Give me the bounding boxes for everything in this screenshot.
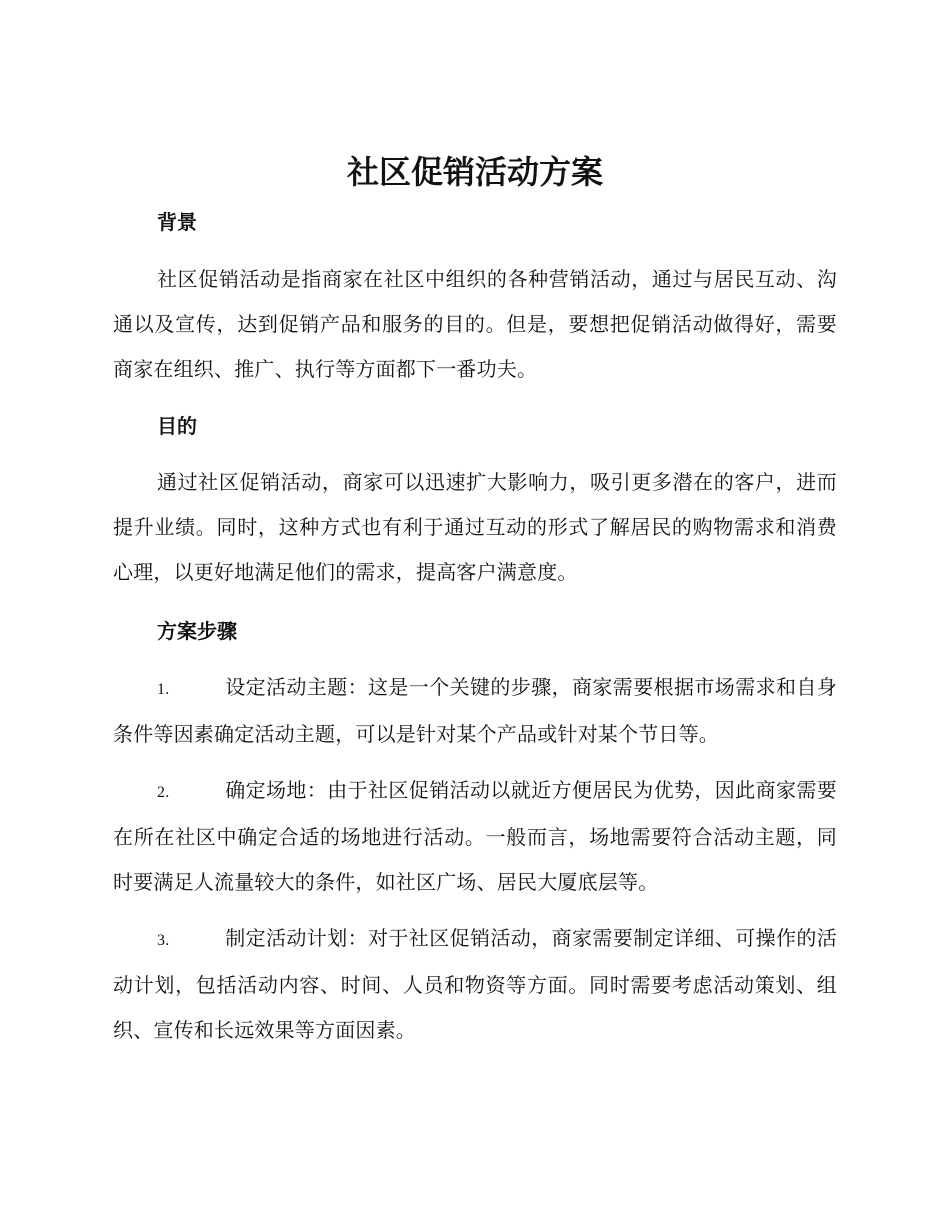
section-heading-purpose: 目的 <box>157 414 197 438</box>
step-text: 确定场地：由于社区促销活动以就近方便居民为优势，因此商家需要在所在社区中确定合适的场地进行活动。一般而言，场地需要符合活动主题，同时要满足人流量较大的条件，如社区广场、居民大厦底层等。 <box>113 778 837 894</box>
step-number: 3. <box>157 932 170 949</box>
step-number: 2. <box>157 784 170 801</box>
paragraph-background: 社区促销活动是指商家在社区中组织的各种营销活动，通过与居民互动、沟通以及宣传，达到促销产品和服务的目的。但是，要想把促销活动做得好，需要商家在组织、推广、执行等方面都下一番功夫。 <box>113 267 837 381</box>
document-title: 社区促销活动方案 <box>346 153 603 191</box>
step-number: 1. <box>157 681 170 698</box>
section-heading-background: 背景 <box>157 210 197 234</box>
step-item <box>113 768 837 905</box>
step-text: 设定活动主题：这是一个关键的步骤，商家需要根据市场需求和自身条件等因素确定活动主题，可以是针对某个产品或针对某个节日等。 <box>113 675 837 746</box>
step-item <box>113 916 837 1053</box>
section-heading-steps: 方案步骤 <box>157 619 237 643</box>
paragraph-purpose: 通过社区促销活动，商家可以迅速扩大影响力，吸引更多潜在的客户，进而提升业绩。同时，这种方式也有利于通过互动的形式了解居民的购物需求和消费心理，以更好地满足他们的需求，提高客户满意度。 <box>113 470 837 584</box>
step-text: 制定活动计划：对于社区促销活动，商家需要制定详细、可操作的活动计划，包括活动内容、时间、人员和物资等方面。同时需要考虑活动策划、组织、宣传和长远效果等方面因素。 <box>113 926 837 1042</box>
step-item <box>113 665 837 757</box>
